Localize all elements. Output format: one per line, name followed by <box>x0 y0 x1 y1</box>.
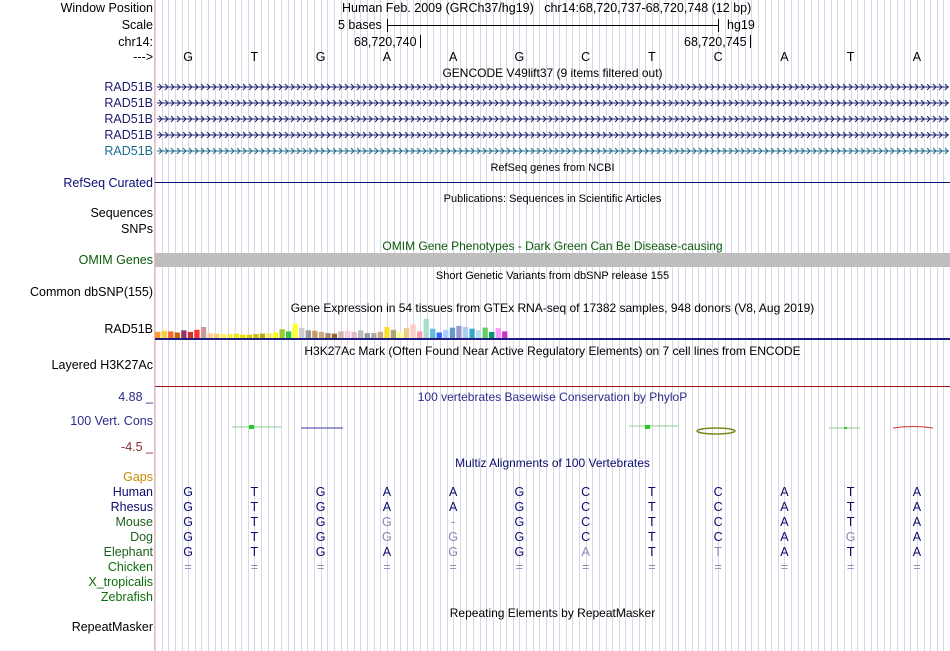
gtex-tissue-bar <box>358 330 363 338</box>
alignment-base: = <box>449 560 457 574</box>
sequence-base: T <box>846 50 855 64</box>
gtex-tissue-bar <box>352 332 357 338</box>
gaps-label[interactable]: Gaps <box>123 470 153 484</box>
gtex-tissue-bar <box>286 331 291 338</box>
gtex-tissue-bar <box>201 327 206 338</box>
alignment-base: G <box>183 485 193 499</box>
gencode-gene-feature[interactable] <box>157 130 949 140</box>
gencode-gene-label[interactable]: RAD51B <box>104 96 153 110</box>
alignment-base: C <box>713 485 723 499</box>
gtex-tissue-bar <box>496 328 501 338</box>
gtex-tissue-bar <box>417 331 422 338</box>
gtex-tissue-bar <box>234 334 239 338</box>
alignment-base: C <box>581 500 591 514</box>
alignment-base: C <box>581 530 591 544</box>
species-label[interactable]: Chicken <box>107 560 153 574</box>
alignment-base: C <box>581 515 591 529</box>
gtex-tissue-bar <box>437 333 442 339</box>
gtex-tissue-bar <box>489 332 494 338</box>
alignment-base: A <box>780 515 789 529</box>
alignment-base: A <box>912 485 922 499</box>
gtex-baseline <box>155 338 950 340</box>
sequence-base: A <box>382 50 392 64</box>
phylop-conservation-plot[interactable] <box>155 420 950 440</box>
phylop-min-label: -4.5 _ <box>121 440 153 454</box>
gencode-gene-feature[interactable] <box>157 146 949 156</box>
gencode-gene-label[interactable]: RAD51B <box>104 128 153 142</box>
gtex-tissue-bar <box>253 334 258 338</box>
gtex-tissue-bar <box>325 333 330 338</box>
gtex-tissue-bar <box>221 334 226 338</box>
alignment-base: = <box>581 560 590 574</box>
gtex-tissue-bar <box>188 332 193 338</box>
alignment-base: A <box>912 515 922 529</box>
alignment-base: = <box>184 560 192 574</box>
alignment-base: = <box>913 560 921 574</box>
sequence-base: C <box>713 50 723 64</box>
alignment-base: C <box>713 515 723 529</box>
gtex-tissue-bar <box>391 330 396 338</box>
alignment-base: G <box>315 500 326 514</box>
alignment-base: G <box>183 545 193 559</box>
gtex-track-label[interactable]: RAD51B <box>104 322 153 336</box>
multiz-track-title[interactable]: Multiz Alignments of 100 Vertebrates <box>455 456 650 470</box>
alignment-base: T <box>648 545 656 559</box>
coord-tick-1: 68,720,740 <box>354 35 417 49</box>
gtex-tissue-bar <box>194 330 199 338</box>
gtex-tissue-bar <box>450 328 455 338</box>
species-label[interactable]: Elephant <box>103 545 153 559</box>
dna-sequence <box>0 50 950 64</box>
gtex-tissue-bar <box>332 334 337 338</box>
gtex-tissue-bar <box>483 328 488 338</box>
phylop-mark <box>249 425 254 429</box>
gtex-tissue-bar <box>371 333 376 338</box>
gtex-tissue-bar <box>155 332 160 338</box>
gtex-tissue-bar <box>456 326 461 338</box>
gtex-tissue-bar <box>463 327 468 338</box>
alignment-base: T <box>250 515 259 529</box>
phylop-track-title[interactable]: 100 vertebrates Basewise Conservation by PhyloP <box>417 390 688 404</box>
gtex-tissue-bar <box>260 334 265 338</box>
alignment-base: G <box>845 530 856 544</box>
dbsnp-track-title[interactable]: Short Genetic Variants from dbSNP release 155 <box>435 270 670 282</box>
sequences-track-label[interactable]: Sequences <box>90 206 153 220</box>
gtex-tissue-bar <box>469 329 474 338</box>
gencode-gene-label[interactable]: RAD51B <box>104 144 153 158</box>
alignment-base: G <box>315 515 326 529</box>
window-position-value: Human Feb. 2009 (GRCh37/hg19) chr14:68,720,737-68,720,748 (12 bp) <box>342 1 752 15</box>
gtex-tissue-bar <box>280 329 285 338</box>
alignment-base: A <box>448 485 458 499</box>
species-label[interactable]: Rhesus <box>110 500 153 514</box>
coord-tick-2: 68,720,745 <box>684 35 747 49</box>
coord-tick-2-mark <box>750 35 751 48</box>
gtex-tissue-bar <box>404 328 409 338</box>
alignment-base: G <box>183 515 193 529</box>
alignment-base: T <box>250 530 259 544</box>
alignment-base: T <box>648 515 656 529</box>
sequence-base: T <box>250 50 259 64</box>
repeatmasker-track-label[interactable]: RepeatMasker <box>71 620 153 634</box>
gtex-tissue-bar <box>266 333 271 338</box>
gtex-tissue-bar <box>240 335 245 338</box>
alignment-base: A <box>382 545 392 559</box>
alignment-base: A <box>912 530 922 544</box>
alignment-base: = <box>846 560 855 574</box>
h3k27ac-track-label[interactable]: Layered H3K27Ac <box>51 358 153 372</box>
alignment-base: T <box>846 515 855 529</box>
publications-track-title[interactable]: Publications: Sequences in Scientific Articles <box>443 193 662 205</box>
alignment-base: G <box>382 530 392 544</box>
snps-track-label[interactable]: SNPs <box>121 222 153 236</box>
alignment-base: G <box>315 530 326 544</box>
gencode-gene-label[interactable]: RAD51B <box>104 80 153 94</box>
alignment-base: C <box>713 530 723 544</box>
alignment-base: T <box>648 485 656 499</box>
gtex-tissue-bar <box>430 329 435 338</box>
sequence-base: G <box>183 50 193 64</box>
alignment-base: T <box>846 500 855 514</box>
gtex-tissue-bar <box>299 328 304 338</box>
refseq-track-label[interactable]: RefSeq Curated <box>63 176 153 190</box>
coord-tick-1-mark <box>420 35 421 48</box>
scale-bar <box>387 18 719 32</box>
alignment-base: T <box>648 530 656 544</box>
gencode-track-title[interactable]: GENCODE V49lift37 (9 items filtered out) <box>442 66 663 80</box>
alignment-base: A <box>382 500 392 514</box>
gencode-gene-feature[interactable] <box>157 98 949 108</box>
alignment-base: = <box>648 560 656 574</box>
alignment-base: G <box>514 485 525 499</box>
gencode-gene-feature[interactable] <box>157 114 949 124</box>
species-label[interactable]: X_tropicalis <box>88 575 153 589</box>
alignment-base: T <box>846 485 855 499</box>
alignment-base: G <box>514 545 525 559</box>
alignment-base: G <box>315 485 326 499</box>
alignment-base: A <box>912 545 922 559</box>
window-position-label: Window Position <box>60 1 153 15</box>
gtex-tissue-bar <box>214 334 219 338</box>
alignment-base: G <box>183 530 193 544</box>
alignment-base: = <box>316 560 325 574</box>
gtex-tissue-bar <box>345 331 350 338</box>
refseq-track-title[interactable]: RefSeq genes from NCBI <box>490 162 615 174</box>
h3k27ac-baseline <box>155 386 950 387</box>
scale-text: 5 bases <box>338 18 382 32</box>
alignment-base: A <box>448 500 458 514</box>
gtex-tissue-bar <box>319 332 324 338</box>
alignment-base: G <box>382 515 392 529</box>
sequence-base: G <box>315 50 326 64</box>
alignment-base: A <box>912 500 922 514</box>
sequence-base: A <box>780 50 789 64</box>
alignment-base: - <box>451 515 456 529</box>
alignment-base: A <box>780 530 789 544</box>
gencode-gene-label[interactable]: RAD51B <box>104 112 153 126</box>
alignment-base: G <box>514 515 525 529</box>
alignment-base: = <box>780 560 789 574</box>
gtex-tissue-bar <box>273 333 278 339</box>
gtex-tissue-bar <box>502 331 507 338</box>
alignment-base: G <box>448 530 458 544</box>
gtex-tissue-bar <box>247 335 252 338</box>
alignment-base: T <box>250 500 259 514</box>
gtex-tissue-bar <box>175 333 180 339</box>
sequence-base: C <box>581 50 591 64</box>
gtex-tissue-bar <box>181 330 186 338</box>
alignment-base: T <box>648 500 656 514</box>
alignment-base: G <box>448 545 458 559</box>
dbsnp-track-label[interactable]: Common dbSNP(155) <box>30 285 153 299</box>
omim-track-label[interactable]: OMIM Genes <box>78 253 153 267</box>
gtex-track-title[interactable]: Gene Expression in 54 tissues from GTEx RNA-seq of 17382 samples, 948 donors (V8, Aug 2019) <box>290 301 815 315</box>
sequence-base: T <box>648 50 656 64</box>
species-label[interactable]: Mouse <box>115 515 153 529</box>
alignment-base: A <box>780 500 789 514</box>
phylop-max-label: 4.88 _ <box>118 390 153 404</box>
alignment-base: A <box>780 485 789 499</box>
alignment-base: T <box>250 485 259 499</box>
sequence-base: G <box>514 50 525 64</box>
alignment-base: T <box>846 545 855 559</box>
gtex-tissue-bar <box>168 331 173 338</box>
alignment-base: G <box>183 500 193 514</box>
alignment-base: C <box>581 485 591 499</box>
h3k27ac-track-title[interactable]: H3K27Ac Mark (Often Found Near Active Regulatory Elements) on 7 cell lines from ENCODE <box>304 344 801 358</box>
alignment-base: G <box>514 500 525 514</box>
refseq-gene-line[interactable] <box>155 182 950 183</box>
gtex-tissue-bar <box>476 330 481 338</box>
gtex-tissue-bar <box>207 333 212 338</box>
gencode-gene-feature[interactable] <box>157 82 949 92</box>
species-label[interactable]: Dog <box>130 530 153 544</box>
gtex-tissue-bar <box>306 330 311 338</box>
alignment-base: G <box>514 530 525 544</box>
alignment-base: C <box>713 500 723 514</box>
alignment-base: = <box>714 560 722 574</box>
alignment-base: A <box>581 545 590 559</box>
species-label[interactable]: Human <box>112 485 153 499</box>
alignment-base: A <box>780 545 789 559</box>
gtex-tissue-bar <box>378 332 383 338</box>
gtex-tissue-bar <box>227 334 232 338</box>
gtex-tissue-bar <box>365 333 370 338</box>
phylop-mark <box>893 427 933 429</box>
omim-gene-bar[interactable] <box>155 253 950 267</box>
alignment-base: = <box>383 560 391 574</box>
gtex-tissue-bar <box>162 331 167 338</box>
gtex-tissue-bar <box>338 331 343 338</box>
alignment-base: T <box>250 545 259 559</box>
sequence-base: A <box>912 50 922 64</box>
alignment-base: A <box>382 485 392 499</box>
phylop-track-label[interactable]: 100 Vert. Cons <box>70 414 153 428</box>
alignment-base: G <box>315 545 326 559</box>
gtex-expression-bars[interactable] <box>155 318 950 342</box>
repeatmasker-track-title[interactable]: Repeating Elements by RepeatMasker <box>449 606 656 620</box>
alignment-base: = <box>515 560 524 574</box>
phylop-mark <box>697 428 735 434</box>
gtex-tissue-bar <box>397 332 402 338</box>
phylop-mark <box>844 427 847 429</box>
scale-assembly: hg19 <box>727 18 755 32</box>
phylop-mark <box>645 425 650 429</box>
sequence-base: A <box>448 50 458 64</box>
strand-label: ---> <box>133 50 153 64</box>
chrom-label: chr14: <box>118 35 153 49</box>
omim-track-title[interactable]: OMIM Gene Phenotypes - Dark Green Can Be Disease-causing <box>382 239 723 253</box>
gtex-tissue-bar <box>424 319 429 338</box>
gtex-tissue-bar <box>312 331 317 338</box>
species-label[interactable]: Zebrafish <box>100 590 153 604</box>
gtex-tissue-bar <box>443 330 448 338</box>
alignment-base: T <box>714 545 722 559</box>
gtex-tissue-bar <box>384 327 389 338</box>
gtex-tissue-bar <box>293 324 298 338</box>
scale-label: Scale <box>121 18 153 32</box>
gtex-tissue-bar <box>410 324 415 338</box>
alignment-base: = <box>250 560 259 574</box>
